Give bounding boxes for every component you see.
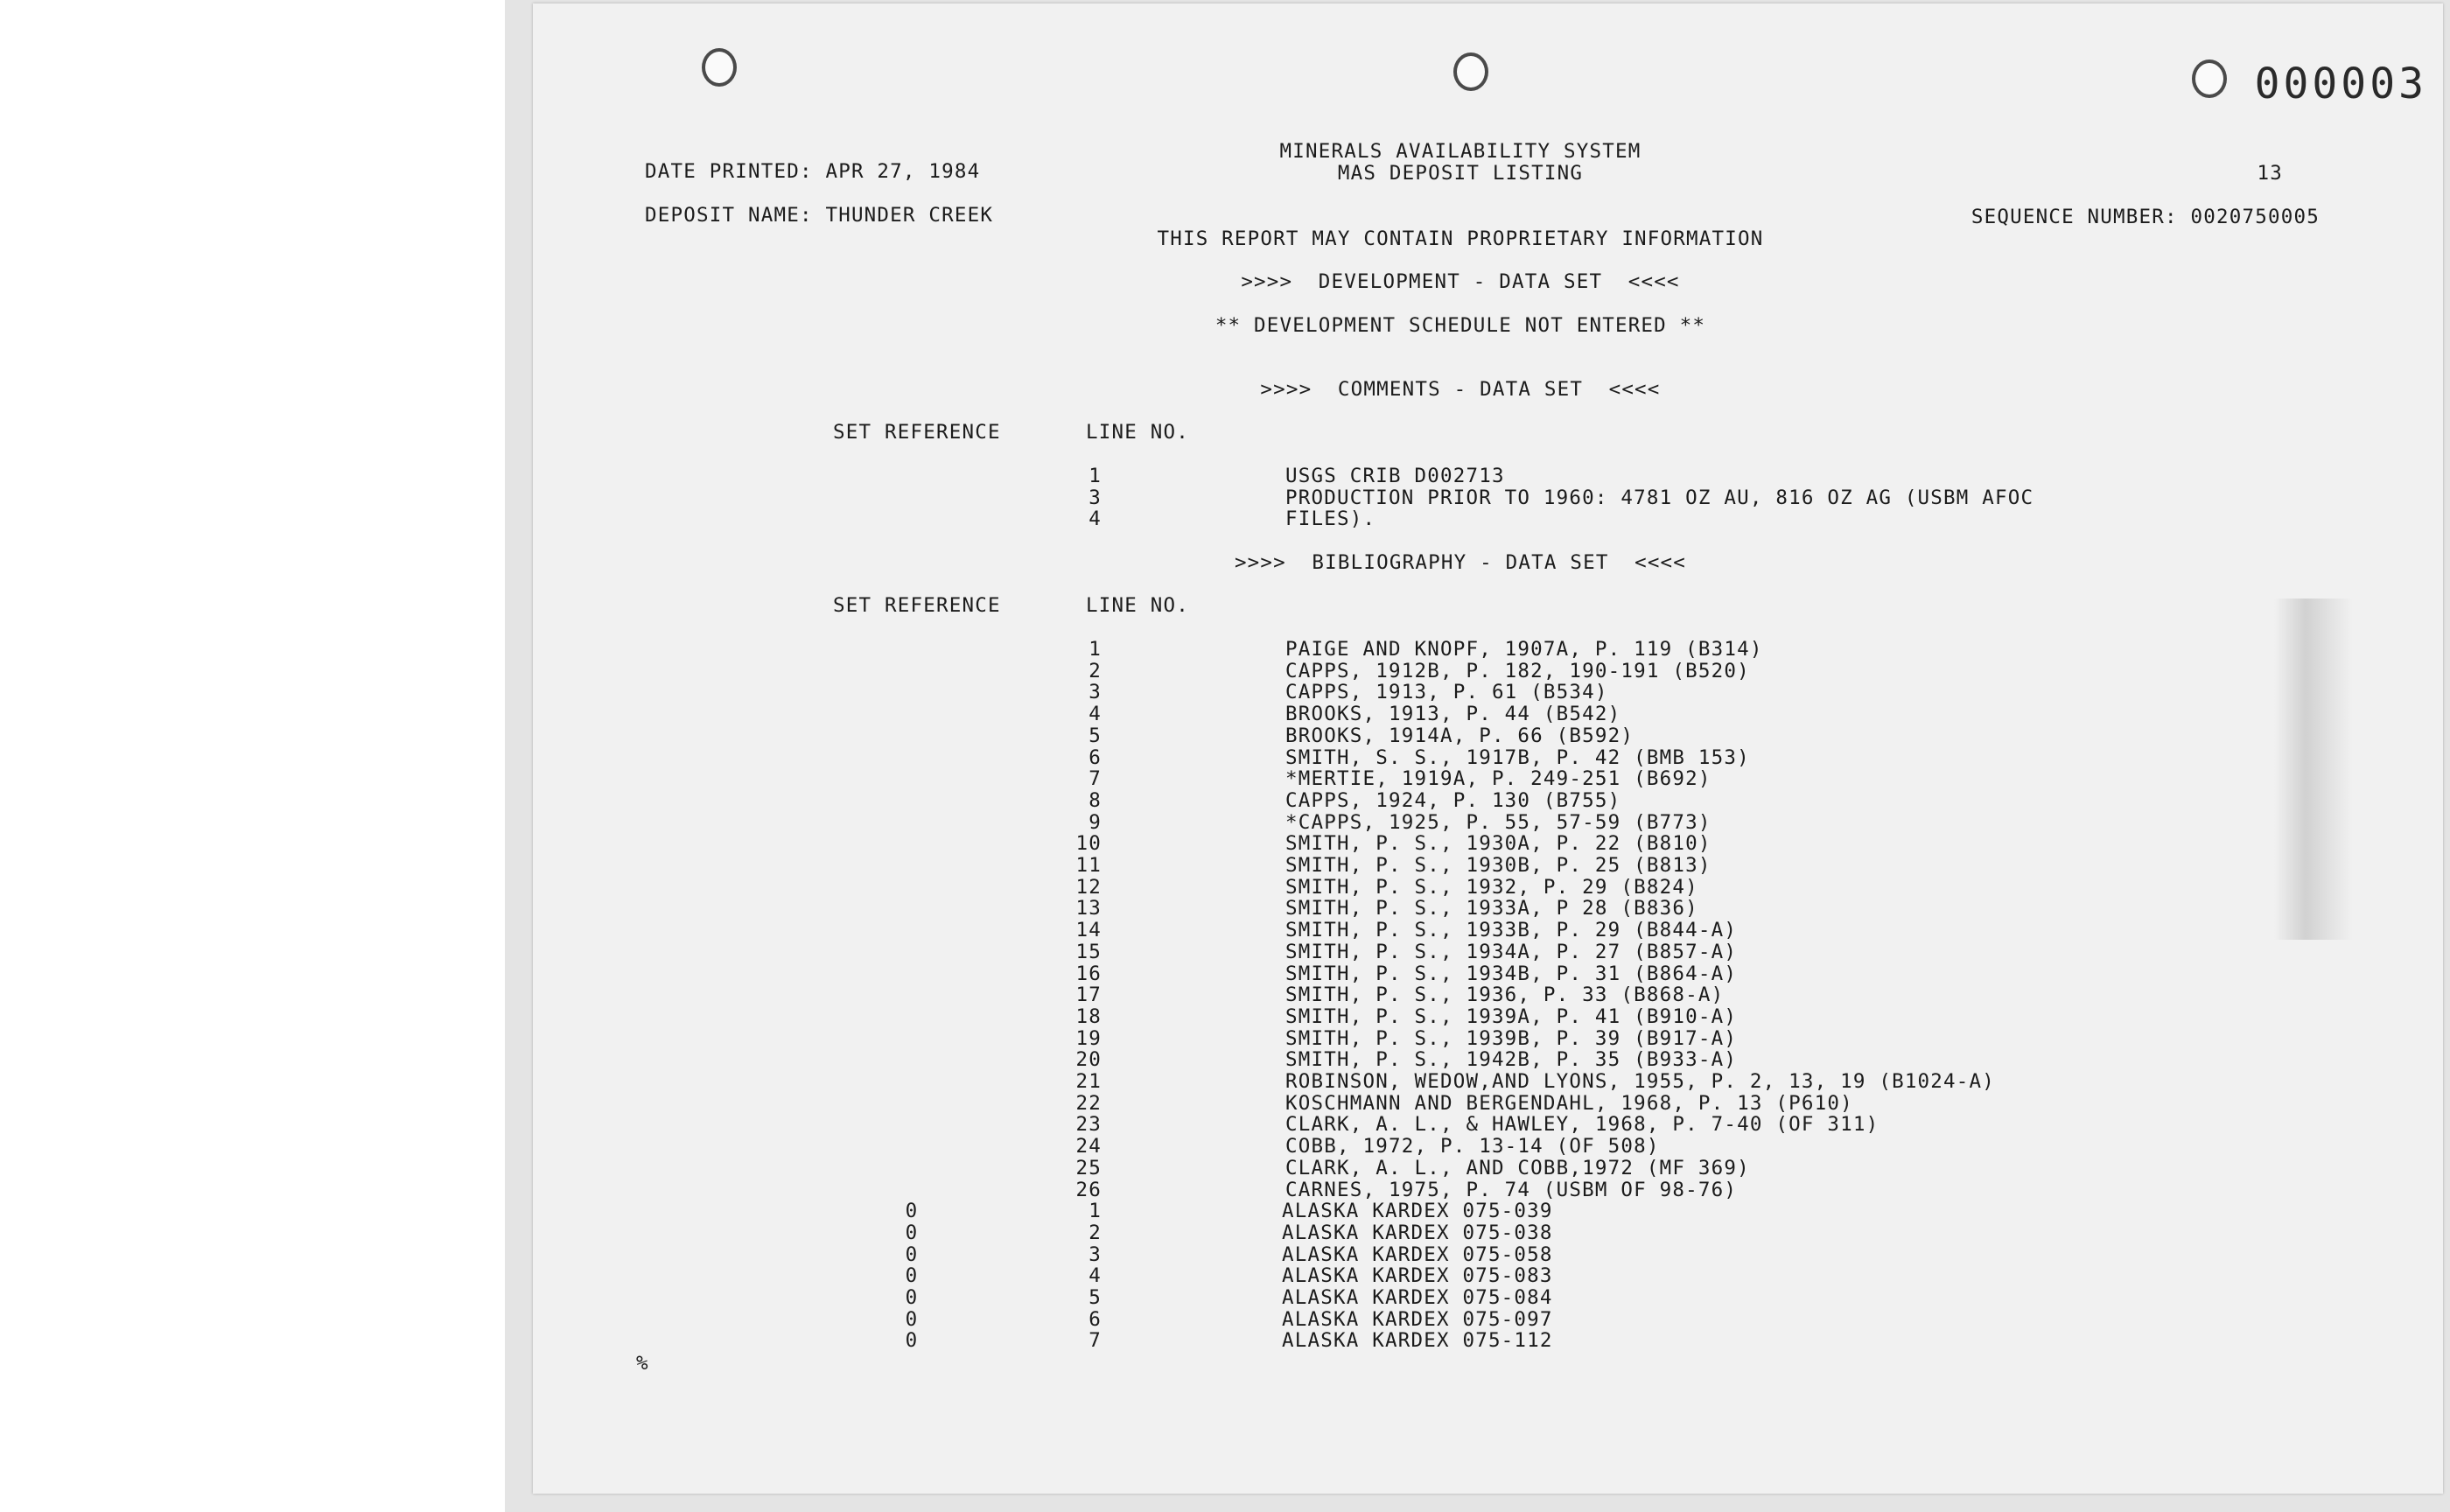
table-row: [533, 1309, 2283, 1331]
punch-hole: [702, 48, 737, 87]
line-number-cell: 26: [1075, 1178, 1102, 1201]
line-number-cell: 11: [1075, 854, 1102, 877]
table-row: [533, 942, 2283, 963]
entry-text-cell: ALASKA KARDEX 075-058: [1282, 1242, 1553, 1266]
entry-text-cell: SMITH, P. S., 1934B, P. 31 (B864-A): [1285, 962, 1738, 985]
table-row: [533, 1093, 2283, 1115]
line-number-cell: 7: [1088, 767, 1102, 791]
comments-col-set-reference: SET REFERENCE: [833, 421, 1001, 444]
table-row: [533, 833, 2283, 855]
table-row: [533, 1330, 2283, 1352]
table-row: [533, 855, 2283, 877]
table-row: [533, 466, 2283, 487]
line-number-cell: 6: [1088, 1307, 1102, 1331]
entry-text-cell: CLARK, A. L., AND COBB,1972 (MF 369): [1285, 1156, 1750, 1180]
line-number-cell: 20: [1075, 1048, 1102, 1072]
scan-shadow: [2274, 598, 2353, 940]
set-reference-cell: 0: [905, 1329, 919, 1353]
line-number-cell: 23: [1075, 1113, 1102, 1137]
entry-text-cell: ALASKA KARDEX 075-039: [1282, 1200, 1553, 1223]
table-row: [533, 1265, 2283, 1287]
line-number-cell: 2: [1088, 659, 1102, 682]
entry-text-cell: SMITH, P. S., 1934A, P. 27 (B857-A): [1285, 940, 1738, 963]
entry-text-cell: PRODUCTION PRIOR TO 1960: 4781 OZ AU, 816 OZ AG (USBM AFOC: [1285, 486, 2034, 509]
entry-text-cell: SMITH, S. S., 1917B, P. 42 (BMB 153): [1285, 746, 1750, 769]
line-number-cell: 17: [1075, 984, 1102, 1007]
table-row: [533, 747, 2283, 769]
bibliography-heading: >>>> BIBLIOGRAPHY - DATA SET <<<<: [1234, 551, 1687, 574]
set-reference-cell: 0: [905, 1242, 919, 1266]
line-number-cell: 7: [1088, 1329, 1102, 1353]
set-reference-cell: 0: [905, 1307, 919, 1331]
table-row: [533, 487, 2283, 509]
entry-text-cell: CAPPS, 1924, P. 130 (B755): [1285, 788, 1621, 812]
table-row: [533, 1158, 2283, 1180]
line-number-cell: 8: [1088, 788, 1102, 812]
system-title: MINERALS AVAILABILITY SYSTEM: [1279, 140, 1642, 163]
line-number-cell: 14: [1075, 919, 1102, 942]
table-row: [533, 920, 2283, 942]
table-row: [533, 768, 2283, 790]
line-number-cell: 3: [1088, 1242, 1102, 1266]
line-number-cell: 1: [1088, 465, 1102, 487]
set-reference-cell: 0: [905, 1264, 919, 1288]
entry-text-cell: BROOKS, 1913, P. 44 (B542): [1285, 703, 1621, 726]
entry-text-cell: CAPPS, 1913, P. 61 (B534): [1285, 681, 1608, 704]
development-note: ** DEVELOPMENT SCHEDULE NOT ENTERED **: [1214, 314, 1706, 337]
line-number-cell: 16: [1075, 962, 1102, 985]
table-row: [533, 1136, 2283, 1158]
paper-sheet: [533, 4, 2443, 1494]
table-row: [533, 1071, 2283, 1093]
table-row: [533, 984, 2283, 1006]
entry-text-cell: CARNES, 1975, P. 74 (USBM OF 98-76): [1285, 1178, 1738, 1201]
punch-hole: [1453, 52, 1488, 91]
table-row: [533, 812, 2283, 834]
table-row: [533, 1114, 2283, 1136]
table-row: [533, 1180, 2283, 1201]
entry-text-cell: ALASKA KARDEX 075-038: [1282, 1221, 1553, 1244]
date-printed: DATE PRINTED: APR 27, 1984: [645, 160, 981, 183]
entry-text-cell: ALASKA KARDEX 075-112: [1282, 1329, 1553, 1353]
comments-heading: >>>> COMMENTS - DATA SET <<<<: [1260, 378, 1661, 401]
line-number-cell: 5: [1088, 1286, 1102, 1309]
entry-text-cell: *MERTIE, 1919A, P. 249-251 (B692): [1285, 767, 1712, 791]
table-row: [533, 1200, 2283, 1222]
line-number-cell: 25: [1075, 1156, 1102, 1180]
table-row: [533, 1028, 2283, 1050]
entry-text-cell: ALASKA KARDEX 075-084: [1282, 1286, 1553, 1309]
line-number-cell: 6: [1088, 746, 1102, 769]
line-number-cell: 1: [1088, 638, 1102, 661]
page-number: 13: [2257, 162, 2283, 185]
line-number-cell: 3: [1088, 486, 1102, 509]
entry-text-cell: SMITH, P. S., 1930A, P. 22 (B810): [1285, 832, 1712, 856]
line-number-cell: 12: [1075, 875, 1102, 899]
table-row: [533, 639, 2283, 661]
margin-mark: %: [636, 1352, 649, 1375]
bibliography-col-line-no: LINE NO.: [1086, 594, 1189, 617]
comments-col-line-no: LINE NO.: [1086, 421, 1189, 444]
line-number-cell: 15: [1075, 940, 1102, 963]
listing-title: MAS DEPOSIT LISTING: [1337, 162, 1584, 185]
entry-text-cell: SMITH, P. S., 1933A, P 28 (B836): [1285, 897, 1698, 920]
line-number-cell: 13: [1075, 897, 1102, 920]
table-row: [533, 963, 2283, 985]
entry-text-cell: CAPPS, 1912B, P. 182, 190-191 (B520): [1285, 659, 1750, 682]
entry-text-cell: SMITH, P. S., 1942B, P. 35 (B933-A): [1285, 1048, 1738, 1072]
table-row: [533, 1006, 2283, 1028]
table-row: [533, 1287, 2283, 1309]
entry-text-cell: CLARK, A. L., & HAWLEY, 1968, P. 7-40 (OF 311): [1285, 1113, 1880, 1137]
set-reference-cell: 0: [905, 1200, 919, 1223]
line-number-cell: 4: [1088, 703, 1102, 726]
table-row: [533, 661, 2283, 682]
line-number-cell: 4: [1088, 508, 1102, 530]
line-number-cell: 2: [1088, 1221, 1102, 1244]
table-row: [533, 1244, 2283, 1266]
table-row: [533, 682, 2283, 704]
table-row: [533, 725, 2283, 747]
entry-text-cell: BROOKS, 1914A, P. 66 (B592): [1285, 724, 1634, 747]
entry-text-cell: SMITH, P. S., 1936, P. 33 (B868-A): [1285, 984, 1725, 1007]
entry-text-cell: ALASKA KARDEX 075-083: [1282, 1264, 1553, 1288]
bibliography-col-set-reference: SET REFERENCE: [833, 594, 1001, 617]
entry-text-cell: FILES).: [1285, 508, 1376, 530]
entry-text-cell: PAIGE AND KNOPF, 1907A, P. 119 (B314): [1285, 638, 1763, 661]
line-number-cell: 3: [1088, 681, 1102, 704]
deposit-name: DEPOSIT NAME: THUNDER CREEK: [645, 204, 994, 227]
sequence-number: SEQUENCE NUMBER: 0020750005: [1970, 206, 2320, 228]
entry-text-cell: SMITH, P. S., 1930B, P. 25 (B813): [1285, 854, 1712, 877]
entry-text-cell: COBB, 1972, P. 13-14 (OF 508): [1285, 1135, 1660, 1158]
table-row: [533, 704, 2283, 725]
entry-text-cell: SMITH, P. S., 1939A, P. 41 (B910-A): [1285, 1004, 1738, 1028]
line-number-cell: 24: [1075, 1135, 1102, 1158]
line-number-cell: 9: [1088, 810, 1102, 834]
table-row: [533, 898, 2283, 920]
entry-text-cell: SMITH, P. S., 1933B, P. 29 (B844-A): [1285, 919, 1738, 942]
entry-text-cell: SMITH, P. S., 1939B, P. 39 (B917-A): [1285, 1026, 1738, 1050]
entry-text-cell: SMITH, P. S., 1932, P. 29 (B824): [1285, 875, 1698, 899]
line-number-cell: 1: [1088, 1200, 1102, 1223]
line-number-cell: 18: [1075, 1004, 1102, 1028]
line-number-cell: 22: [1075, 1091, 1102, 1115]
table-row: [533, 877, 2283, 899]
line-number-cell: 10: [1075, 832, 1102, 856]
line-number-cell: 21: [1075, 1070, 1102, 1093]
entry-text-cell: *CAPPS, 1925, P. 55, 57-59 (B773): [1285, 810, 1712, 834]
line-number-cell: 5: [1088, 724, 1102, 747]
line-number-cell: 19: [1075, 1026, 1102, 1050]
scanned-page: [505, 0, 2450, 1512]
table-row: [533, 508, 2283, 530]
table-row: [533, 790, 2283, 812]
table-row: [533, 1222, 2283, 1244]
entry-text-cell: USGS CRIB D002713: [1285, 465, 1505, 487]
bates-stamp: 000003: [2254, 60, 2427, 108]
punch-hole: [2192, 60, 2227, 98]
proprietary-notice: THIS REPORT MAY CONTAIN PROPRIETARY INFORMATION: [1157, 228, 1764, 250]
set-reference-cell: 0: [905, 1221, 919, 1244]
entry-text-cell: KOSCHMANN AND BERGENDAHL, 1968, P. 13 (P610): [1285, 1091, 1853, 1115]
line-number-cell: 4: [1088, 1264, 1102, 1288]
development-heading: >>>> DEVELOPMENT - DATA SET <<<<: [1241, 270, 1680, 293]
entry-text-cell: ROBINSON, WEDOW,AND LYONS, 1955, P. 2, 13, 19 (B1024-A): [1285, 1070, 1996, 1093]
entry-text-cell: ALASKA KARDEX 075-097: [1282, 1307, 1553, 1331]
set-reference-cell: 0: [905, 1286, 919, 1309]
table-row: [533, 1049, 2283, 1071]
